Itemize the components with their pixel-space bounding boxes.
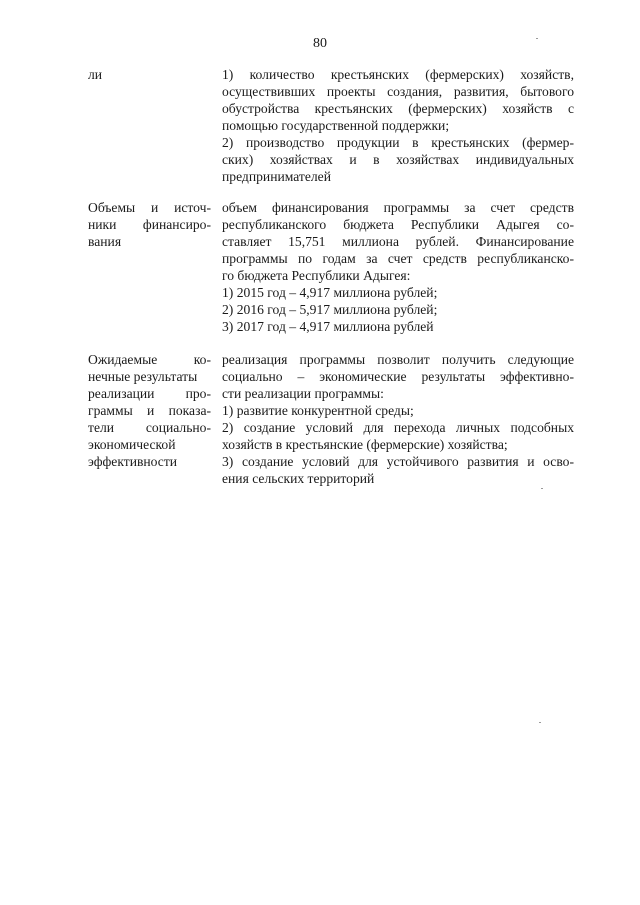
value-line: 2) 2016 год – 5,917 миллиона рублей; bbox=[222, 302, 438, 317]
value-line: 2) производство продукции в крестьянских (фермер- bbox=[222, 135, 574, 150]
row-value bbox=[222, 199, 574, 335]
page-number: 80 bbox=[313, 36, 327, 51]
label-line: реализации про- bbox=[88, 386, 211, 401]
value-line: программы по годам за счет средств республиканско- bbox=[222, 251, 574, 266]
value-line: социально – экономические результаты эффективно- bbox=[222, 369, 574, 384]
label-line: вания bbox=[88, 234, 122, 249]
value-line: объем финансирования программы за счет средств bbox=[222, 200, 574, 215]
value-line: хозяйств в крестьянские (фермерские) хозяйства; bbox=[222, 437, 508, 452]
label-line: ли bbox=[88, 67, 103, 82]
label-line: ники финансиро- bbox=[88, 217, 211, 232]
label-line: эффективности bbox=[88, 454, 178, 469]
value-line: ения сельских территорий bbox=[222, 471, 375, 486]
value-line: 1) 2015 год – 4,917 миллиона рублей; bbox=[222, 285, 438, 300]
value-line: ских) хозяйствах и в хозяйствах индивидуальных bbox=[222, 152, 574, 167]
label-line: экономической bbox=[88, 437, 176, 452]
label-line: нечные результаты bbox=[88, 369, 198, 384]
value-line: реализация программы позволит получить следующие bbox=[222, 352, 574, 367]
value-line: 2) создание условий для перехода личных подсобных bbox=[222, 420, 574, 435]
value-line: помощью государственной поддержки; bbox=[222, 118, 450, 133]
row-label bbox=[88, 66, 211, 83]
label-line: тели социально- bbox=[88, 420, 211, 435]
label-line: Объемы и источ- bbox=[88, 200, 211, 215]
value-line: предпринимателей bbox=[222, 169, 331, 184]
scan-speck bbox=[539, 722, 541, 723]
value-line: сти реализации программы: bbox=[222, 386, 384, 401]
row-value bbox=[222, 66, 574, 185]
value-line: осуществивших проекты создания, развития, бытового bbox=[222, 84, 574, 99]
label-line: граммы и показа- bbox=[88, 403, 211, 418]
value-line: обустройства крестьянских (фермерских) хозяйств с bbox=[222, 101, 574, 116]
row-label bbox=[88, 351, 211, 470]
value-line: 1) развитие конкурентной среды; bbox=[222, 403, 414, 418]
row-label bbox=[88, 199, 211, 250]
scan-speck bbox=[536, 38, 538, 39]
value-line: 3) 2017 год – 4,917 миллиона рублей bbox=[222, 319, 434, 334]
value-line: республиканского бюджета Республики Адыгея со- bbox=[222, 217, 574, 232]
value-line: го бюджета Республики Адыгея: bbox=[222, 268, 411, 283]
value-line: ставляет 15,751 миллиона рублей. Финансирование bbox=[222, 234, 574, 249]
scan-speck bbox=[541, 488, 543, 489]
row-value bbox=[222, 351, 574, 487]
label-line: Ожидаемые ко- bbox=[88, 352, 211, 367]
value-line: 1) количество крестьянских (фермерских) хозяйств, bbox=[222, 67, 574, 82]
value-line: 3) создание условий для устойчивого развития и осво- bbox=[222, 454, 574, 469]
